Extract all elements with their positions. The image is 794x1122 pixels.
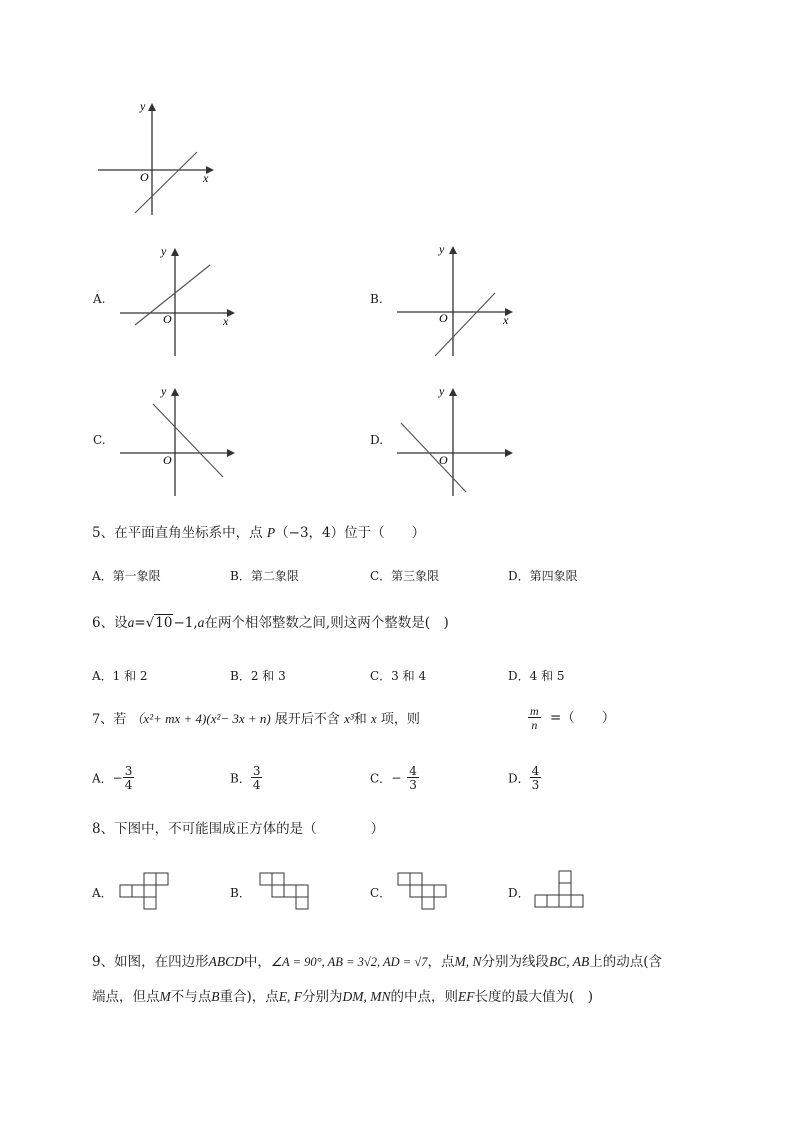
- origin-label: O: [140, 170, 149, 184]
- net-square: [144, 897, 156, 909]
- q9-text: 不与点: [170, 989, 212, 1005]
- net-square: [410, 885, 422, 897]
- q5-option-b: B．第二象限: [230, 569, 299, 583]
- net-square: [547, 895, 559, 907]
- q8-stem: 8、下图中，不可能围成正方体的是（ ）: [92, 821, 385, 837]
- q6-sqrt-icon: √: [145, 615, 155, 631]
- q9-text: 分别为: [302, 989, 343, 1005]
- y-arrow-icon: [449, 246, 457, 254]
- net-square: [260, 873, 272, 885]
- q6-eq: =: [134, 615, 146, 631]
- q9-quad: ABCD: [208, 954, 244, 969]
- q7-option-b-den: 4: [252, 778, 261, 792]
- y-arrow-icon: [171, 388, 179, 396]
- q4-option-a-graph: [115, 240, 240, 360]
- q7-end: =（ ）: [550, 710, 616, 726]
- net-square: [272, 873, 284, 885]
- q6-option-b: B．2 和 3: [230, 669, 286, 683]
- q7-option-a-label: A．: [92, 771, 113, 786]
- y-label: y: [140, 99, 146, 113]
- y-label: y: [161, 384, 167, 398]
- x-label: x: [223, 314, 229, 328]
- net-square: [132, 885, 144, 897]
- q7-option-d-num: 4: [531, 764, 540, 778]
- q9-point-b: B: [211, 989, 220, 1004]
- q7-option-c-num: 4: [409, 764, 417, 778]
- q7-mid: 展开后不含: [274, 712, 340, 727]
- q7-option-b-label: B．: [230, 771, 251, 786]
- y-arrow-icon: [171, 248, 179, 256]
- graph-line: [401, 423, 466, 492]
- q7-option-a-den: 4: [124, 778, 133, 792]
- q6-minus1: −1,: [173, 615, 198, 631]
- q9-points-ef: E, F: [278, 989, 303, 1004]
- q9-segments-dm-mn: DM, MN: [342, 989, 391, 1004]
- q8-option-a-net: [117, 870, 173, 912]
- q9-segment-ef: EF: [458, 989, 475, 1004]
- q7-option-b-frac: [251, 765, 263, 791]
- y-arrow-icon: [148, 103, 156, 111]
- net-square: [422, 885, 434, 897]
- q6-stem: [92, 616, 449, 631]
- q6-option-c: C．3 和 4: [370, 669, 427, 683]
- net-square: [120, 885, 132, 897]
- q6-radicand: 10: [155, 615, 173, 631]
- q5-stem: [92, 526, 425, 541]
- net-square: [296, 885, 308, 897]
- x-label: x: [503, 313, 509, 327]
- q4-option-b-label: B.: [370, 292, 383, 306]
- q9-text: 上的动点(含: [589, 954, 662, 970]
- net-square: [144, 885, 156, 897]
- q7-num: 7、若: [92, 712, 127, 727]
- q7-option-d-frac: [530, 765, 542, 791]
- q4-option-d-graph: [393, 380, 518, 500]
- q7-option-c-label: C．: [370, 771, 392, 786]
- q8-option-c-label: C．: [370, 886, 392, 900]
- q8-option-d-net: [532, 868, 588, 914]
- q7-option-c-frac: [407, 765, 419, 791]
- net-square: [398, 873, 410, 885]
- q7-expr2: (x²− 3x + n): [206, 711, 271, 726]
- q9-line-1: [92, 955, 662, 970]
- net-square: [559, 871, 571, 883]
- q5-coords: （−3，4）位于（ ）: [275, 525, 426, 541]
- q7-option-c-den: 3: [409, 778, 417, 792]
- q7-option-a-frac: [123, 765, 135, 791]
- net-square: [571, 895, 583, 907]
- q6-var-a: a: [127, 615, 135, 630]
- net-square: [156, 873, 168, 885]
- net-square: [284, 885, 296, 897]
- q8-option-d-label: D．: [508, 886, 530, 900]
- q8-option-b-label: B．: [230, 886, 251, 900]
- q9-text: 的中点，则: [390, 989, 459, 1005]
- q7-and: 和: [353, 712, 367, 727]
- q7-option-b: [230, 765, 262, 791]
- q7-expr1: （x²+ mx + 4): [130, 711, 207, 726]
- q9-text: 分别为线段: [481, 954, 549, 970]
- y-arrow-icon: [449, 388, 457, 396]
- origin-label: O: [163, 453, 172, 467]
- q8-option-c-net: [395, 870, 451, 912]
- q7-option-d: [508, 765, 541, 791]
- net-square: [434, 885, 446, 897]
- graph-line: [135, 265, 210, 325]
- q7-fraction-mn: [528, 705, 541, 731]
- q9-text: 中，: [243, 954, 271, 970]
- q7-x: x: [370, 711, 377, 726]
- y-label: y: [439, 242, 445, 256]
- q7-m: m: [530, 704, 539, 718]
- net-square: [410, 873, 422, 885]
- q4-option-c-graph: [115, 380, 240, 500]
- q6-num: 6、设: [92, 615, 128, 631]
- x-arrow-icon: [505, 449, 513, 457]
- q5-option-d: D．第四象限: [508, 569, 578, 583]
- q9-text: 长度的最大值为( ): [474, 989, 594, 1005]
- net-square: [296, 897, 308, 909]
- q7-option-b-num: 3: [252, 764, 261, 778]
- q8-option-a-label: A．: [92, 886, 113, 900]
- q9-point-m: M: [159, 989, 171, 1004]
- origin-label: O: [163, 312, 172, 326]
- q5-point: P: [266, 525, 276, 540]
- q7-option-d-label: D．: [508, 771, 530, 786]
- y-label: y: [439, 384, 445, 398]
- y-label: y: [161, 244, 167, 258]
- net-square: [559, 895, 571, 907]
- q7-option-c: [370, 765, 419, 791]
- q7-option-a-num: 3: [124, 764, 133, 778]
- q9-line-2: [92, 990, 593, 1005]
- net-square: [422, 897, 434, 909]
- q7-stem: [92, 712, 420, 726]
- q6-option-d: D．4 和 5: [508, 669, 565, 683]
- q9-segments: BC, AB: [548, 954, 590, 969]
- net-square: [144, 873, 156, 885]
- q7-option-d-den: 3: [531, 778, 540, 792]
- q7-option-c-sign: −: [391, 771, 402, 785]
- q4-option-a-label: A.: [93, 292, 106, 306]
- origin-label: O: [439, 453, 448, 467]
- q8-option-b-net: [257, 870, 313, 912]
- q7-tail: 项，则: [380, 712, 420, 727]
- q9-text: 端点，但点: [92, 989, 160, 1005]
- net-square: [535, 895, 547, 907]
- q7-n: n: [531, 718, 538, 732]
- q4-option-d-label: D.: [370, 433, 384, 447]
- q6-rest: 在两个相邻整数之间,则这两个整数是( ): [204, 615, 449, 631]
- q6-var-a2: a: [197, 615, 205, 630]
- q9-conditions: ∠A = 90°, AB = 3√2, AD = √7: [270, 955, 428, 969]
- q7-option-a: [92, 765, 134, 791]
- stem-graph: [90, 95, 220, 220]
- q5-option-c: C．第三象限: [370, 569, 440, 583]
- q7-option-a-sign: −: [112, 771, 123, 785]
- q9-text: 重合)，点: [219, 989, 279, 1005]
- q9-points-mn: M, N: [454, 954, 482, 969]
- q5-stem-prefix: 5、在平面直角坐标系中，点: [92, 525, 263, 541]
- q5-option-a: A．第一象限: [92, 569, 161, 583]
- net-square: [272, 885, 284, 897]
- x-label: x: [203, 171, 209, 185]
- q9-text: ，点: [427, 954, 455, 970]
- q6-option-a: A．1 和 2: [92, 669, 148, 683]
- q4-option-b-graph: [393, 238, 518, 360]
- q9-text: 9、如图，在四边形: [92, 954, 209, 970]
- origin-label: O: [439, 311, 448, 325]
- net-square: [559, 883, 571, 895]
- x-arrow-icon: [227, 449, 235, 457]
- q4-option-c-label: C.: [93, 433, 106, 447]
- q7-x3: x³: [344, 711, 354, 726]
